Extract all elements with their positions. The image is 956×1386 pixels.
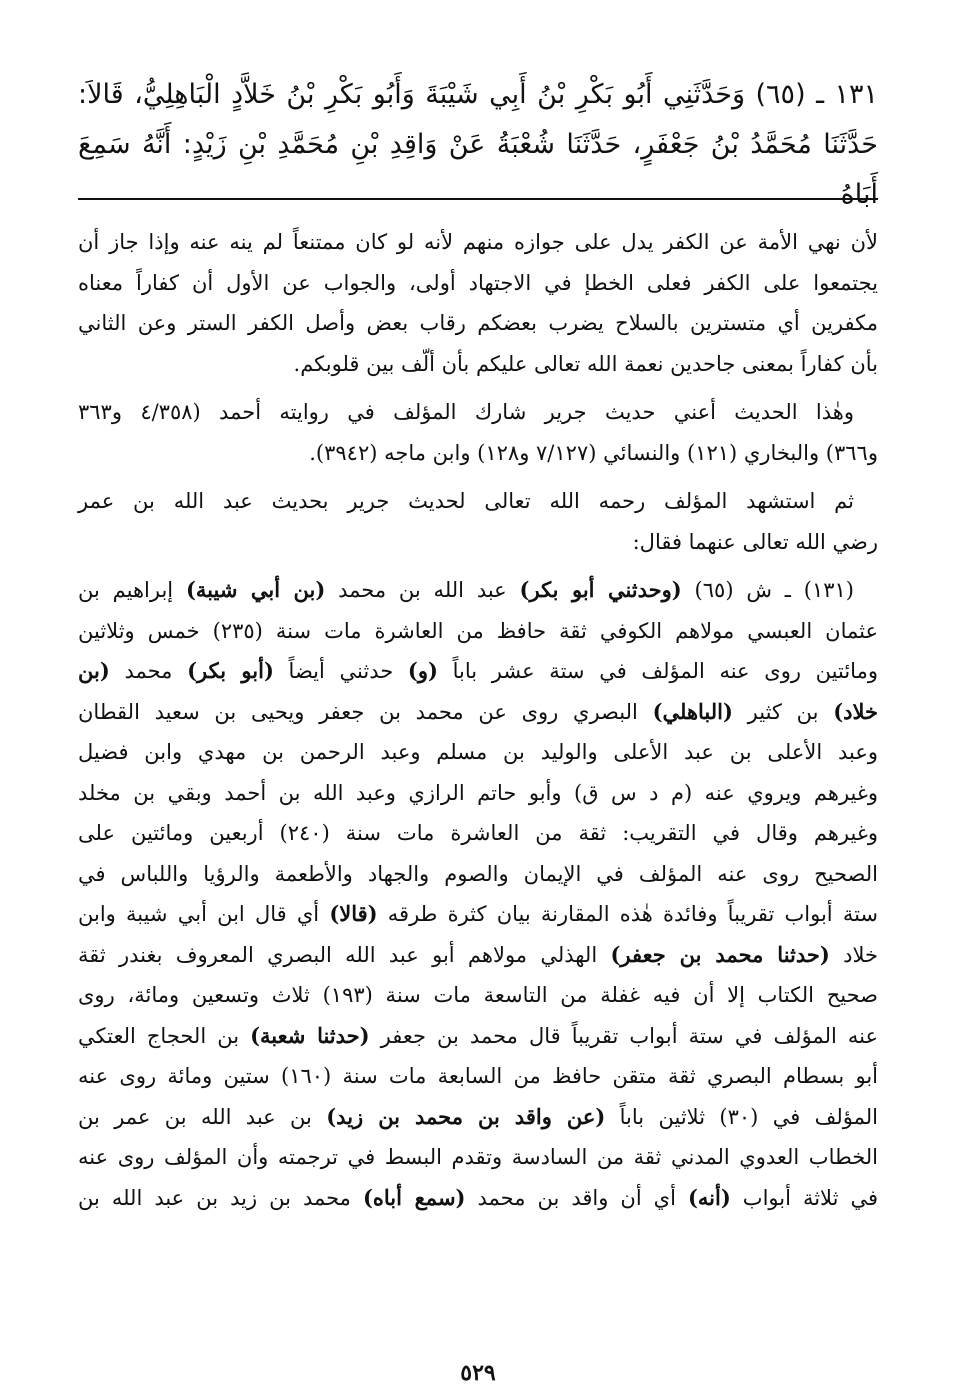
hadith-line-2: حَدَّثَنَا مُحَمَّدُ بْنُ جَعْفَرٍ، حَدَّثَنَا شُعْبَةُ عَنْ وَاقِدِ بْنِ مُحَمَّدِ بْنِ زَيْدٍ: أَنَّهُ سَمِعَ أَبَاهُ: [78, 129, 878, 210]
text-line: ثم استشهد المؤلف رحمه الله تعالى لحديث جرير بحديث عبد الله بن عمر: [78, 489, 854, 513]
text-run: المؤلف في (٣٠) ثلاثين باباً: [605, 1104, 878, 1129]
commentary-paragraph-2: [78, 392, 878, 473]
text-line: [78, 1097, 878, 1138]
text-run: الهذلي مولاهم أبو عبد الله البصري المعروف بغندر ثقة: [78, 942, 611, 967]
text-line: [78, 692, 878, 733]
text-run: أي قال ابن أبي شيبة وابن: [78, 902, 330, 926]
hadith-quote: (بن أبي شيبة): [185, 577, 326, 602]
text-line: [78, 1178, 878, 1219]
text-line: عثمان العبسي مولاهم الكوفي ثقة حافظ من العاشرة مات سنة (٢٣٥) خمس وثلاثين: [78, 618, 878, 643]
hadith-quote: (الباهلي): [652, 698, 733, 724]
text-run: (١٣١) ـ ش (٦٥): [681, 578, 854, 602]
text-run: خلاد: [829, 942, 878, 967]
text-run: ستة أبواب تقريباً وفائدة هٰذه المقارنة بيان كثرة طرقه: [377, 902, 879, 926]
commentary-paragraph-3: [78, 481, 878, 562]
hadith-line-1: ١٣١ ـ (٦٥) وَحَدَّثَنِي أَبُو بَكْرِ بْنُ أَبِي شَيْبَةَ وَأَبُو بَكْرِ بْنُ خَلاَّدٍ الْبَاهِلِيُّ، قَالاَ:: [78, 79, 878, 110]
text-line: [78, 894, 878, 935]
text-line: وهٰذا الحديث أعني حديث جرير شارك المؤلف في روايته أحمد (٤/٣٥٨ و٣٦٣: [78, 400, 854, 424]
text-line: الصحيح روى عنه المؤلف في الإيمان والصوم والجهاد والأطعمة والرؤيا واللباس في: [78, 861, 878, 886]
hadith-quote: (حدثنا محمد بن جعفر): [610, 941, 830, 967]
text-line: يجتمعوا على الكفر فعلى الخطإ في الاجتهاد أولى، والجواب عن الأول أن كفاراً معناه: [78, 270, 878, 295]
hadith-quote: (بن: [78, 658, 110, 683]
text-line: وغيرهم ويروي عنه (م د س ق) وأبو حاتم الرازي وعبد الله بن أحمد وبقي بن مخلد: [78, 780, 878, 805]
text-run: إبراهيم بن: [78, 578, 186, 602]
text-line: [78, 570, 878, 611]
hadith-quote: (أبو بكر): [187, 658, 274, 683]
text-line: و٣٦٦) والبخاري (١٢١) والنسائي (٧/١٢٧ و١٢٨) وابن ماجه (٣٩٤٢).: [309, 440, 878, 465]
text-run: أي أن واقد بن محمد: [465, 1185, 688, 1210]
hadith-quote: (وحدثني أبو بكر): [519, 577, 682, 602]
text-line: لأن نهي الأمة عن الكفر يدل على جوازه منهم لأنه لو كان ممتنعاً لم ينه عنه وإذا جاز أن: [78, 230, 878, 254]
text-line: الخطاب العدوي المدني ثقة من السادسة وتقدم البسط في ترجمته وأن المؤلف روى عنه: [78, 1145, 878, 1169]
text-line: وغيرهم وقال في التقريب: ثقة من العاشرة مات سنة (٢٤٠) أربعين ومائتين على: [78, 821, 878, 845]
text-run: محمد: [109, 659, 188, 683]
text-line: وعبد الأعلى بن عبد الأعلى والوليد بن مسلم وعبد الرحمن بن مهدي وابن فضيل: [78, 740, 878, 764]
text-line: أبو بسطام البصري ثقة متقن حافظ من السابعة مات سنة (١٦٠) ستين ومائة روى عنه: [78, 1064, 879, 1088]
hadith-quote: (حدثنا شعبة): [250, 1022, 370, 1048]
hadith-quote: (أنه): [687, 1184, 731, 1210]
hadith-quote: خلاد): [833, 698, 878, 724]
text-run: البصري روى عن محمد بن جعفر ويحيى بن سعيد القطان: [78, 699, 653, 724]
commentary: [78, 222, 878, 1226]
text-line: رضي الله تعالى عنهما فقال:: [632, 529, 878, 554]
page: [78, 70, 879, 1386]
hadith-quote: (عن واقد بن محمد بن زيد): [326, 1103, 606, 1129]
hadith-quote: (سمع أباه): [362, 1184, 466, 1210]
text-run: محمد بن زيد بن عبد الله بن: [78, 1185, 363, 1210]
commentary-paragraph-4: [78, 570, 878, 1218]
hadith-quote: (و): [407, 658, 438, 683]
text-run: عنه المؤلف في ستة أبواب تقريباً قال محمد بن جعفر: [369, 1023, 878, 1048]
text-line: مكفرين أي متسترين بالسلاح يضرب بعضكم رقاب بعض وأصل الكفر الستر وعن الثاني: [78, 311, 878, 335]
text-line: [78, 935, 878, 976]
text-run: بن كثير: [732, 699, 834, 724]
text-run: ومائتين روى عنه المؤلف في ستة عشر باباً: [437, 659, 878, 683]
text-line: صحيح الكتاب إلا أن فيه غفلة من التاسعة مات سنة (١٩٣) ثلاث وتسعين ومائة، روى: [78, 983, 878, 1007]
text-line: [78, 1016, 878, 1057]
commentary-paragraph-1: [78, 222, 878, 384]
page-number: ٥٢٩: [460, 1360, 496, 1386]
text-run: حدثني أيضاً: [273, 659, 408, 683]
text-run: عبد الله بن محمد: [325, 578, 520, 602]
text-line: بأن كفاراً بمعنى جاحدين نعمة الله تعالى عليكم بأن ألّف بين قلوبكم.: [293, 351, 878, 376]
text-run: بن الحجاج العتكي: [78, 1023, 251, 1048]
text-run: بن عبد الله بن عمر بن: [78, 1104, 327, 1129]
hadith-quote: (قالا): [329, 901, 378, 926]
text-run: في ثلاثة أبواب: [730, 1185, 878, 1210]
footnote-divider: [78, 198, 878, 200]
text-line: [78, 651, 878, 692]
